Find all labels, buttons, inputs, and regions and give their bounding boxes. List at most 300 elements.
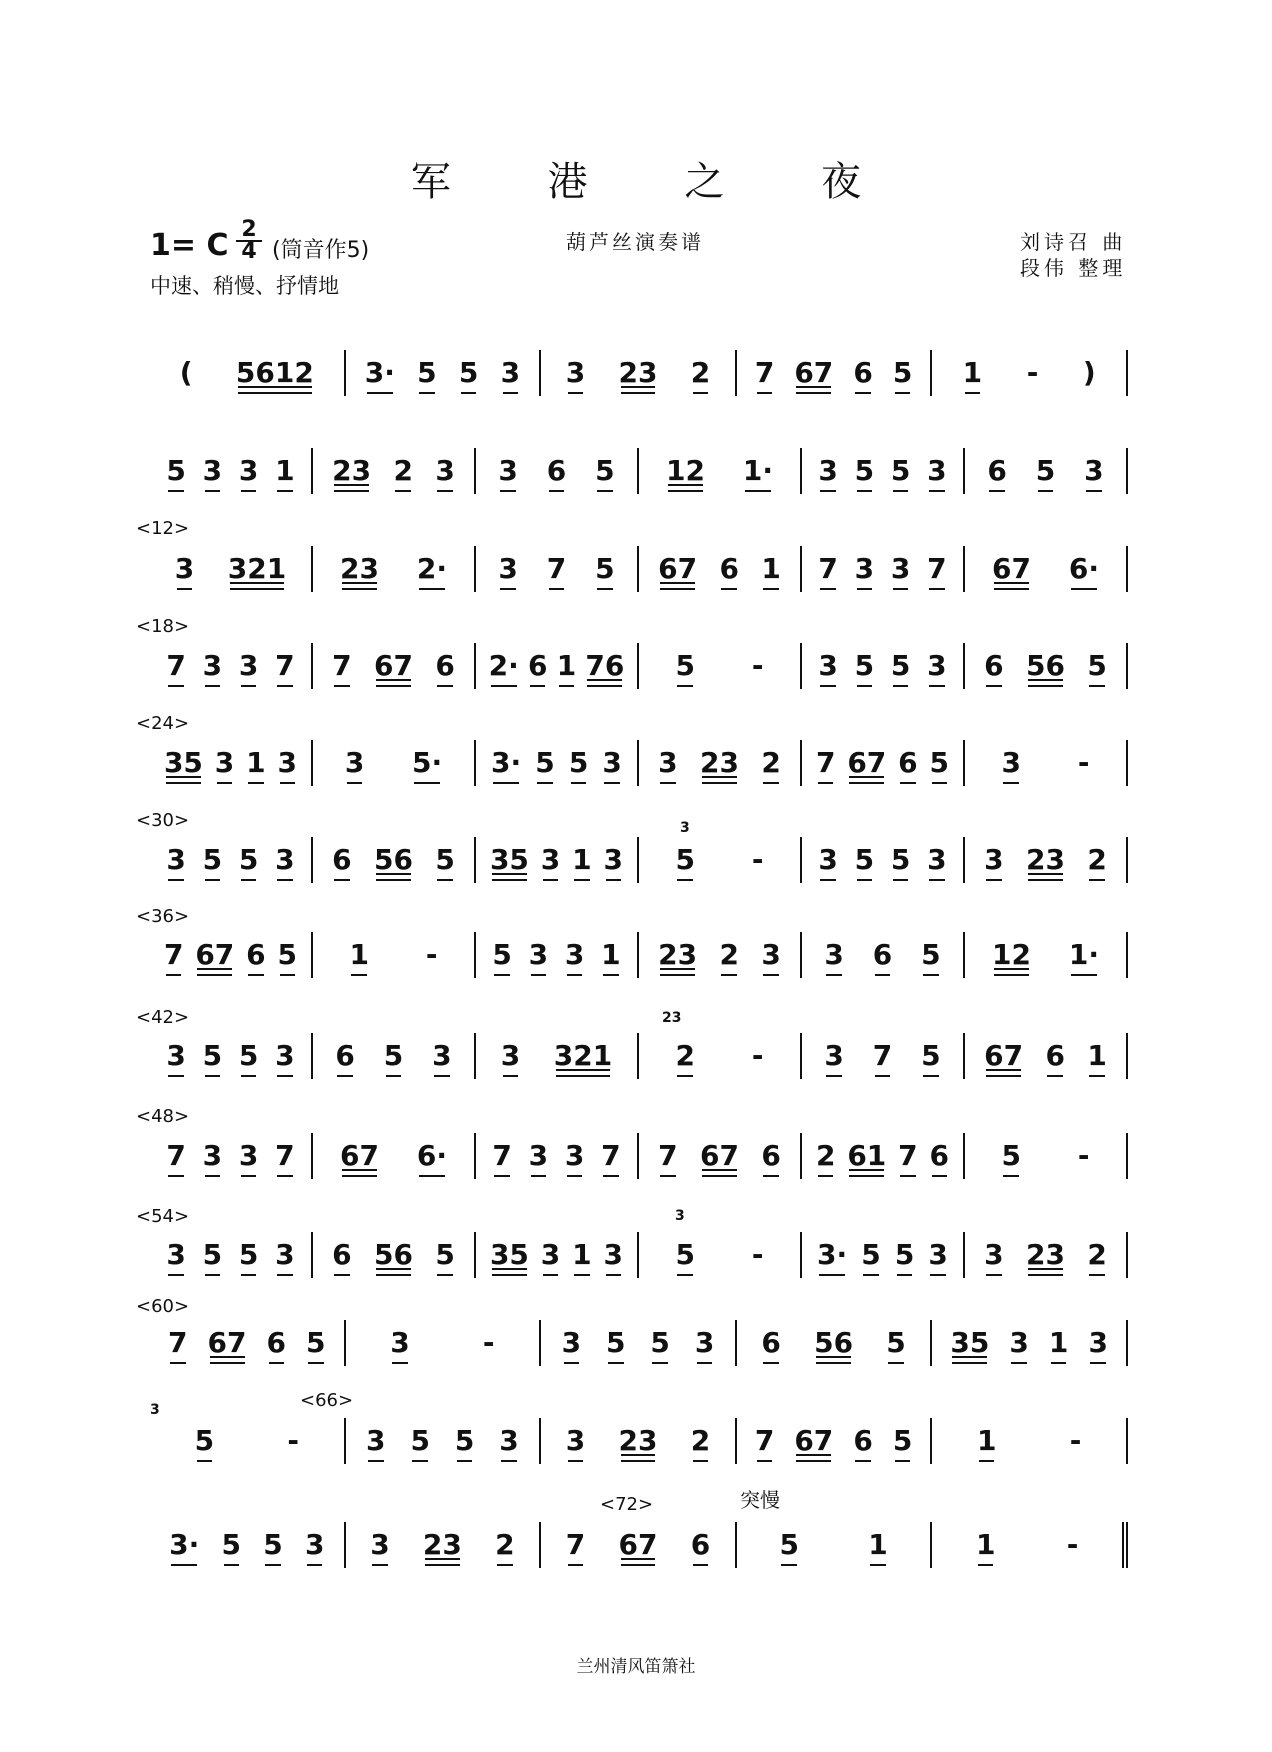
note: 3 [344, 746, 365, 779]
measure-number: <30> [136, 810, 190, 831]
note: 23 [618, 1424, 658, 1457]
note: 23 [658, 938, 698, 971]
note: 2 [1087, 1238, 1107, 1271]
measure-number: <18> [136, 616, 190, 637]
note: 5 [535, 746, 555, 779]
note: 5 [410, 1424, 430, 1457]
note: 5 [383, 1039, 404, 1072]
note: 5 [238, 1238, 259, 1271]
note: 6 [872, 938, 893, 971]
measure [965, 643, 1128, 689]
note: 61 [847, 1139, 887, 1172]
note: - [1069, 1424, 1082, 1457]
note: 6 [335, 1039, 355, 1072]
note: ( [179, 356, 193, 389]
note: 5 [606, 1326, 626, 1359]
note: 5· [412, 746, 443, 779]
note: 2 [690, 1424, 711, 1457]
note: 3 [818, 649, 838, 682]
time-signature [236, 217, 262, 264]
note: 6 [761, 1139, 781, 1172]
note: 3 [890, 552, 911, 585]
note: 3· [169, 1528, 200, 1561]
note: 7 [565, 1528, 586, 1561]
note: 5 [675, 1238, 695, 1271]
note: 7 [872, 1039, 893, 1072]
measure [965, 1232, 1128, 1278]
note: 67 [207, 1326, 247, 1359]
note: 3 [275, 1238, 295, 1271]
measure [476, 546, 639, 592]
measure [346, 1522, 542, 1568]
note: 2 [815, 1139, 836, 1172]
composer-credit: 刘诗召 曲 [1020, 230, 1127, 254]
measure [737, 1522, 933, 1568]
measure [313, 837, 476, 883]
note: 6 [853, 1424, 873, 1457]
note: 7 [275, 1139, 295, 1172]
note: 3 [564, 938, 585, 971]
note: 6 [1045, 1039, 1065, 1072]
note: 7 [166, 1139, 186, 1172]
note: - [751, 649, 764, 682]
note: 5 [892, 1424, 913, 1457]
note: 1· [1068, 938, 1100, 971]
measure [965, 837, 1128, 883]
notation-row [150, 1522, 1128, 1568]
notation-row [150, 1232, 1128, 1278]
measure [150, 932, 313, 978]
note: 2 [495, 1528, 515, 1561]
note: 7 [818, 552, 838, 585]
note: 3 [202, 454, 223, 487]
note: 7 [601, 1139, 621, 1172]
note: 5612 [235, 356, 314, 389]
note: 23 [339, 552, 379, 585]
note: 5 [202, 1238, 223, 1271]
measure [313, 1232, 476, 1278]
note: 76 [585, 649, 625, 682]
notation-row [150, 1418, 1128, 1464]
note: 5 [306, 1326, 326, 1359]
measure [476, 1133, 639, 1179]
note: 1 [556, 649, 577, 682]
measure [346, 350, 542, 396]
measure [965, 1133, 1128, 1179]
note: 67 [658, 552, 698, 585]
note: - [1077, 1139, 1090, 1172]
note: ) [1082, 356, 1096, 389]
note: 1 [349, 938, 369, 971]
note: - [751, 843, 764, 876]
note: 3· [817, 1238, 848, 1271]
grace-note: 3 [680, 820, 690, 836]
note: 6 [719, 552, 739, 585]
note: 2· [488, 649, 519, 682]
note: 23 [1026, 843, 1065, 876]
measure [476, 643, 639, 689]
note: 5 [650, 1326, 670, 1359]
note: 3 [561, 1326, 582, 1359]
note: 3 [824, 1039, 844, 1072]
note: 6 [984, 649, 1004, 682]
note: 2· [416, 552, 448, 585]
note: 7 [332, 649, 352, 682]
measure [150, 1418, 346, 1464]
note: 5 [1035, 454, 1056, 487]
note: 5 [921, 1039, 941, 1072]
notation-row [150, 350, 1128, 396]
note: 3 [498, 552, 518, 585]
note: 7 [754, 356, 775, 389]
note: 23 [618, 356, 658, 389]
note: 7 [492, 1139, 512, 1172]
note: 5 [238, 843, 259, 876]
note: 5 [435, 843, 455, 876]
measure [150, 837, 313, 883]
note: 5 [929, 746, 950, 779]
measure [150, 740, 313, 786]
measure [639, 546, 802, 592]
note: 3 [565, 356, 586, 389]
note: 5 [890, 649, 911, 682]
note: 1· [742, 454, 774, 487]
note: 5 [194, 1424, 215, 1457]
measure [150, 350, 346, 396]
expression-marking: 突慢 [740, 1488, 780, 1512]
note: 3 [694, 1326, 715, 1359]
note: 5 [202, 843, 223, 876]
note: - [287, 1424, 299, 1457]
note: 1 [275, 454, 295, 487]
note: 6 [929, 1139, 950, 1172]
note: 3 [1009, 1326, 1029, 1359]
note: 23 [422, 1528, 462, 1561]
note: 12 [991, 938, 1031, 971]
measure-number: <66> [300, 1390, 354, 1411]
measure [541, 1522, 737, 1568]
measure [150, 1133, 313, 1179]
measure [476, 1232, 639, 1278]
measure [802, 1033, 965, 1079]
note: 5 [890, 843, 911, 876]
measure [965, 448, 1128, 494]
note: 321 [553, 1039, 613, 1072]
measure [802, 643, 965, 689]
note: 3 [540, 1238, 561, 1271]
note: 5 [921, 938, 941, 971]
measure [965, 740, 1128, 786]
measure [541, 1320, 737, 1366]
note: 5 [779, 1528, 799, 1561]
note: 1 [1048, 1326, 1069, 1359]
note: 67 [374, 649, 413, 682]
note: 67 [984, 1039, 1024, 1072]
note: 7 [166, 649, 186, 682]
note: 3 [500, 1039, 521, 1072]
measure [476, 932, 639, 978]
measure [150, 546, 313, 592]
note: 23 [332, 454, 372, 487]
measure [737, 350, 933, 396]
note: 2 [675, 1039, 695, 1072]
note: 3 [275, 843, 295, 876]
note: 6 [332, 1238, 352, 1271]
note: 5 [1001, 1139, 1021, 1172]
note: 3 [818, 454, 838, 487]
note: 5 [492, 938, 512, 971]
note: 7 [927, 552, 947, 585]
note: 3 [432, 1039, 452, 1072]
note: 67 [847, 746, 887, 779]
note: 5 [221, 1528, 241, 1561]
note: 1 [868, 1528, 888, 1561]
note: 3 [214, 746, 235, 779]
measure [802, 1133, 965, 1179]
note: 35 [489, 843, 529, 876]
note: 5 [894, 1238, 915, 1271]
note: 1 [761, 552, 781, 585]
note: 1 [1087, 1039, 1107, 1072]
measure-number: <36> [136, 906, 190, 927]
measure [313, 932, 476, 978]
measure [639, 932, 802, 978]
note: 3 [928, 1238, 948, 1271]
measure [737, 1320, 933, 1366]
note: 3 [565, 1424, 586, 1457]
note: 56 [374, 843, 413, 876]
note: 1 [601, 938, 621, 971]
note: 3 [984, 843, 1004, 876]
note: 7 [898, 1139, 918, 1172]
measure-number: <60> [136, 1296, 190, 1317]
note: 5 [435, 1238, 455, 1271]
measure [639, 643, 802, 689]
note: 3 [499, 1424, 519, 1457]
measure [932, 1418, 1128, 1464]
note: 67 [700, 1139, 739, 1172]
note: 6 [898, 746, 918, 779]
note: 3 [824, 938, 844, 971]
note: 2 [393, 454, 413, 487]
measure [639, 740, 802, 786]
note: 3 [166, 843, 186, 876]
note: 3· [491, 746, 522, 779]
measure [150, 1033, 313, 1079]
note: 6 [761, 1326, 781, 1359]
note: 67 [339, 1139, 379, 1172]
note: 3 [564, 1139, 585, 1172]
grace-note: 3 [675, 1208, 685, 1224]
note: 6 [987, 454, 1007, 487]
note: 3 [174, 552, 195, 585]
note: 3 [984, 1238, 1004, 1271]
note: - [425, 938, 438, 971]
note: 56 [814, 1326, 854, 1359]
note: 67 [991, 552, 1031, 585]
note: 5 [675, 649, 695, 682]
note: 3 [238, 1139, 259, 1172]
measure [313, 1133, 476, 1179]
note: 7 [163, 938, 184, 971]
note: 5 [892, 356, 913, 389]
grace-note: 3 [150, 1402, 160, 1418]
note: 1 [962, 356, 983, 389]
note: 6· [1068, 552, 1100, 585]
note: - [1077, 746, 1090, 779]
measure [802, 740, 965, 786]
note: 5 [238, 1039, 259, 1072]
measure [476, 448, 639, 494]
note: 1 [977, 1424, 997, 1457]
note: 1 [976, 1528, 996, 1561]
measure [802, 837, 965, 883]
measure-number: <12> [136, 518, 190, 539]
note: 6 [435, 649, 455, 682]
note: 5 [417, 356, 437, 389]
measure [541, 350, 737, 396]
note: 2 [1087, 843, 1107, 876]
note: 3 [370, 1528, 390, 1561]
note: 56 [374, 1238, 413, 1271]
note: 2 [761, 746, 781, 779]
measure [313, 1033, 476, 1079]
note: 23 [700, 746, 739, 779]
measure [737, 1418, 933, 1464]
note: 5 [854, 454, 875, 487]
measure-number: <42> [136, 1007, 190, 1028]
measure [639, 1232, 802, 1278]
note: 6 [546, 454, 567, 487]
measure [965, 932, 1128, 978]
note: 5 [277, 938, 298, 971]
measure-number: <24> [136, 713, 190, 734]
note: 12 [665, 454, 705, 487]
note: 3 [1084, 454, 1104, 487]
note: 5 [454, 1424, 475, 1457]
measure [150, 448, 313, 494]
note: 7 [275, 649, 295, 682]
measure [802, 546, 965, 592]
note: 3 [366, 1424, 386, 1457]
measure [313, 643, 476, 689]
note: 3 [540, 843, 561, 876]
measure [802, 1232, 965, 1278]
note: 5 [1087, 649, 1107, 682]
note: 3 [927, 649, 947, 682]
note: 3 [528, 938, 549, 971]
measure [313, 448, 476, 494]
measure [150, 643, 313, 689]
note: 3 [818, 843, 838, 876]
note: 3· [364, 356, 395, 389]
note: 5 [675, 843, 695, 876]
note: 2 [690, 356, 711, 389]
note: 3 [304, 1528, 325, 1561]
note: 3 [238, 649, 259, 682]
note: 3 [1088, 1326, 1108, 1359]
note: 3 [390, 1326, 410, 1359]
note: 3 [603, 1238, 624, 1271]
note: 3 [528, 1139, 549, 1172]
notation-row [150, 448, 1128, 494]
measure [932, 1522, 1128, 1568]
note: 5 [595, 454, 615, 487]
note: 5 [568, 746, 589, 779]
note: 5 [595, 552, 615, 585]
measure [639, 1133, 802, 1179]
note: - [1026, 356, 1039, 389]
note: 5 [854, 649, 875, 682]
note: 7 [658, 1139, 678, 1172]
tempo-marking: 中速、稍慢、抒情地 [150, 274, 339, 298]
score-subtitle: 葫芦丝演奏谱 [566, 230, 704, 254]
score-title: 军 港 之 夜 [410, 159, 904, 205]
measure [346, 1418, 542, 1464]
time-denominator: 4 [241, 239, 257, 264]
note: 3 [927, 454, 947, 487]
note: 3 [1001, 746, 1021, 779]
note: 3 [275, 1039, 295, 1072]
time-numerator: 2 [236, 220, 262, 242]
note: 67 [618, 1528, 658, 1561]
note: 5 [886, 1326, 906, 1359]
note: - [482, 1326, 495, 1359]
notation-row [150, 1033, 1128, 1079]
note: 3 [202, 649, 223, 682]
note: 321 [227, 552, 287, 585]
note: 5 [854, 843, 875, 876]
measure [639, 837, 802, 883]
arranger-credit: 段伟 整理 [1020, 256, 1127, 280]
note: 6· [416, 1139, 448, 1172]
notation-row [150, 546, 1128, 592]
note: 67 [794, 1424, 834, 1457]
note: 3 [603, 843, 624, 876]
note: 2 [719, 938, 739, 971]
note: 3 [854, 552, 875, 585]
key-signature: 1= C [150, 228, 229, 263]
notation-row [150, 740, 1128, 786]
note: 56 [1026, 649, 1065, 682]
note: 35 [489, 1238, 529, 1271]
note: 5 [202, 1039, 223, 1072]
note: 5 [890, 454, 911, 487]
measure [150, 1320, 346, 1366]
measure [313, 740, 476, 786]
publisher-footer: 兰州清风笛箫社 [576, 1657, 696, 1677]
measure-number: <72> [600, 1494, 654, 1515]
note: 7 [754, 1424, 775, 1457]
note: 23 [1026, 1238, 1065, 1271]
note: 3 [658, 746, 678, 779]
note: 5 [263, 1528, 283, 1561]
note: 6 [527, 649, 548, 682]
note: 67 [195, 938, 235, 971]
note: 3 [435, 454, 455, 487]
measure [150, 1522, 346, 1568]
measure [150, 1232, 313, 1278]
measure [965, 1033, 1128, 1079]
measure [965, 546, 1128, 592]
measure [476, 837, 639, 883]
measure [346, 1320, 542, 1366]
note: 3 [202, 1139, 223, 1172]
notation-row [150, 643, 1128, 689]
note: 3 [602, 746, 622, 779]
note: 7 [815, 746, 836, 779]
note: 7 [168, 1326, 188, 1359]
